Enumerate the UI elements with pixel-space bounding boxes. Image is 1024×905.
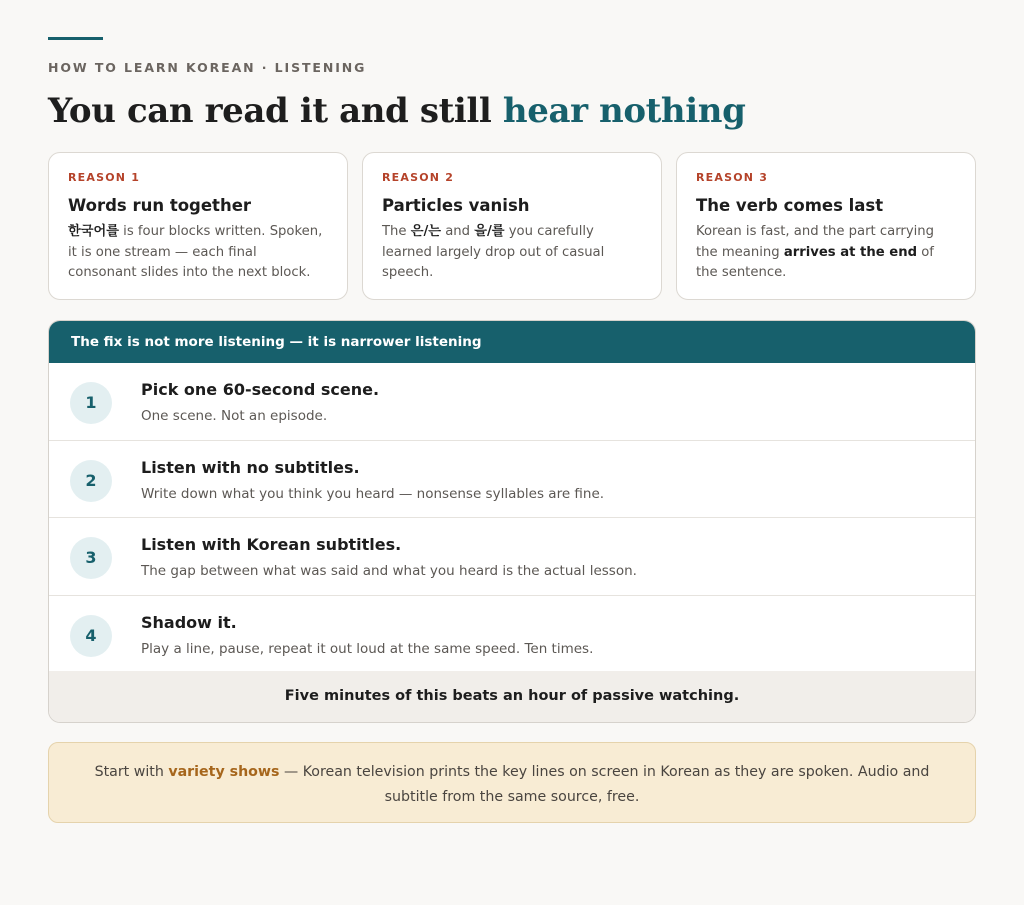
reason-title: Words run together xyxy=(68,196,252,215)
accent-rule xyxy=(48,37,103,40)
step-description: One scene. Not an episode. xyxy=(141,408,328,424)
reason-body-text: you carefully learned largely drop out of casual speech. xyxy=(382,224,605,280)
tip-callout xyxy=(48,742,976,823)
step-title: Shadow it. xyxy=(141,612,237,632)
reason-body-text: and xyxy=(441,224,475,239)
step-title: Listen with no subtitles. xyxy=(141,457,360,477)
step-number-badge: 1 xyxy=(70,382,112,424)
tip-highlight: variety shows xyxy=(168,764,280,780)
step-description: Write down what you think you heard — nonsense syllables are fine. xyxy=(141,485,605,502)
step-title: Pick one 60-second scene. xyxy=(141,380,380,399)
particle-object: 을/를 xyxy=(474,224,505,239)
reason-body-bold: 한국어를 xyxy=(68,224,119,239)
step-description: The gap between what was said and what you heard is the actual lesson. xyxy=(141,563,637,579)
step-description: Play a line, pause, repeat it out loud at the same speed. Ten times. xyxy=(141,640,594,657)
step-row xyxy=(49,441,975,519)
reason-body-text: The xyxy=(382,224,411,239)
headline-lead: You can read it and still xyxy=(48,91,503,131)
reason-kicker: REASON 1 xyxy=(68,171,141,184)
steps-header: The fix is not more listening — it is narrower listening xyxy=(49,321,975,363)
reason-card-2 xyxy=(362,152,662,300)
step-number-badge: 4 xyxy=(70,615,112,657)
reason-kicker: REASON 3 xyxy=(696,171,769,184)
reason-cards xyxy=(48,152,976,300)
reason-card-3 xyxy=(676,152,976,300)
step-number-badge: 3 xyxy=(70,537,112,579)
step-title: Listen with Korean subtitles. xyxy=(141,535,402,554)
headline-highlight: hear nothing xyxy=(502,91,746,131)
reason-title: The verb comes last xyxy=(696,196,884,215)
steps-panel xyxy=(48,320,976,723)
reason-body xyxy=(382,222,642,284)
step-row xyxy=(49,363,975,441)
particle-topic: 은/는 xyxy=(410,224,442,239)
reason-body xyxy=(68,222,328,284)
reason-body xyxy=(696,222,956,284)
reason-body-text: is four blocks written. Spoken, it is one stream — each final consonant slides into the next block. xyxy=(68,224,323,280)
reason-body-text: of the sentence. xyxy=(696,244,934,280)
eyebrow: HOW TO LEARN KOREAN · LISTENING xyxy=(48,60,367,75)
step-row xyxy=(49,518,975,596)
reason-title: Particles vanish xyxy=(382,196,530,215)
reason-kicker: REASON 2 xyxy=(382,171,455,184)
page-title xyxy=(48,89,745,133)
step-number-badge: 2 xyxy=(70,460,112,502)
steps-footer: Five minutes of this beats an hour of passive watching. xyxy=(49,671,975,722)
tip-text: — Korean television prints the key lines on screen in Korean as they are spoken. Audio and subtitle from the same source, free. xyxy=(279,764,930,805)
step-row xyxy=(49,596,975,674)
tip-text: Start with xyxy=(94,764,169,780)
reason-body-bold: arrives at the end xyxy=(783,244,918,260)
reason-body-text: Korean is fast, and the part carrying the meaning xyxy=(696,224,935,260)
reason-card-1 xyxy=(48,152,348,300)
